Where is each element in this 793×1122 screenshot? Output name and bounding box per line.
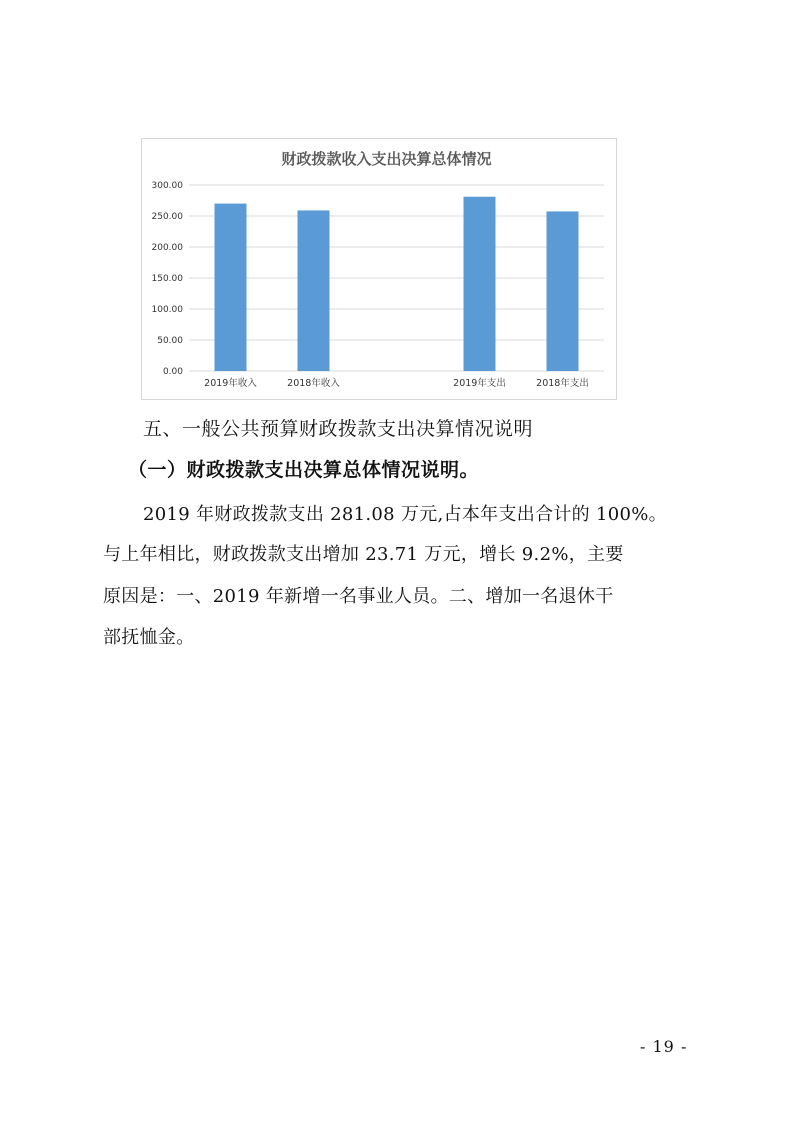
y-tick-label: 300.00 (151, 181, 183, 191)
y-tick-label: 150.00 (151, 274, 183, 284)
page-number: - 19 - (640, 1037, 688, 1056)
section-heading-5-1: （一）财政拨款支出决算总体情况说明。 (128, 459, 480, 481)
body-line-4: 部抚恤金。 (103, 627, 195, 648)
bar-chart (142, 139, 616, 399)
y-tick-label: 50.00 (157, 336, 183, 346)
bar (547, 211, 579, 371)
y-tick-label: 250.00 (151, 212, 183, 222)
bar (298, 210, 330, 371)
body-line-2: 与上年相比，财政拨款支出增加 23.71 万元，增长 9.2%，主要 (103, 544, 624, 565)
chart-container (141, 138, 617, 400)
body-line-1: 2019 年财政拨款支出 281.08 万元,占本年支出合计的 100%。 (143, 504, 667, 525)
bar (215, 204, 247, 371)
y-tick-label: 200.00 (151, 243, 183, 253)
chart-title: 财政拨款收入支出决算总体情况 (281, 150, 492, 168)
section-heading-5: 五、一般公共预算财政拨款支出决算情况说明 (143, 418, 534, 440)
body-line-3: 原因是：一、2019 年新增一名事业人员。二、增加一名退休干 (103, 586, 614, 607)
category-label: 2019年支出 (453, 378, 506, 389)
category-label: 2018年支出 (536, 378, 589, 389)
category-label: 2019年收入 (204, 378, 257, 389)
bar (464, 197, 496, 371)
y-tick-label: 100.00 (151, 305, 183, 315)
category-label: 2018年收入 (287, 378, 340, 389)
y-tick-label: 0.00 (162, 367, 183, 377)
